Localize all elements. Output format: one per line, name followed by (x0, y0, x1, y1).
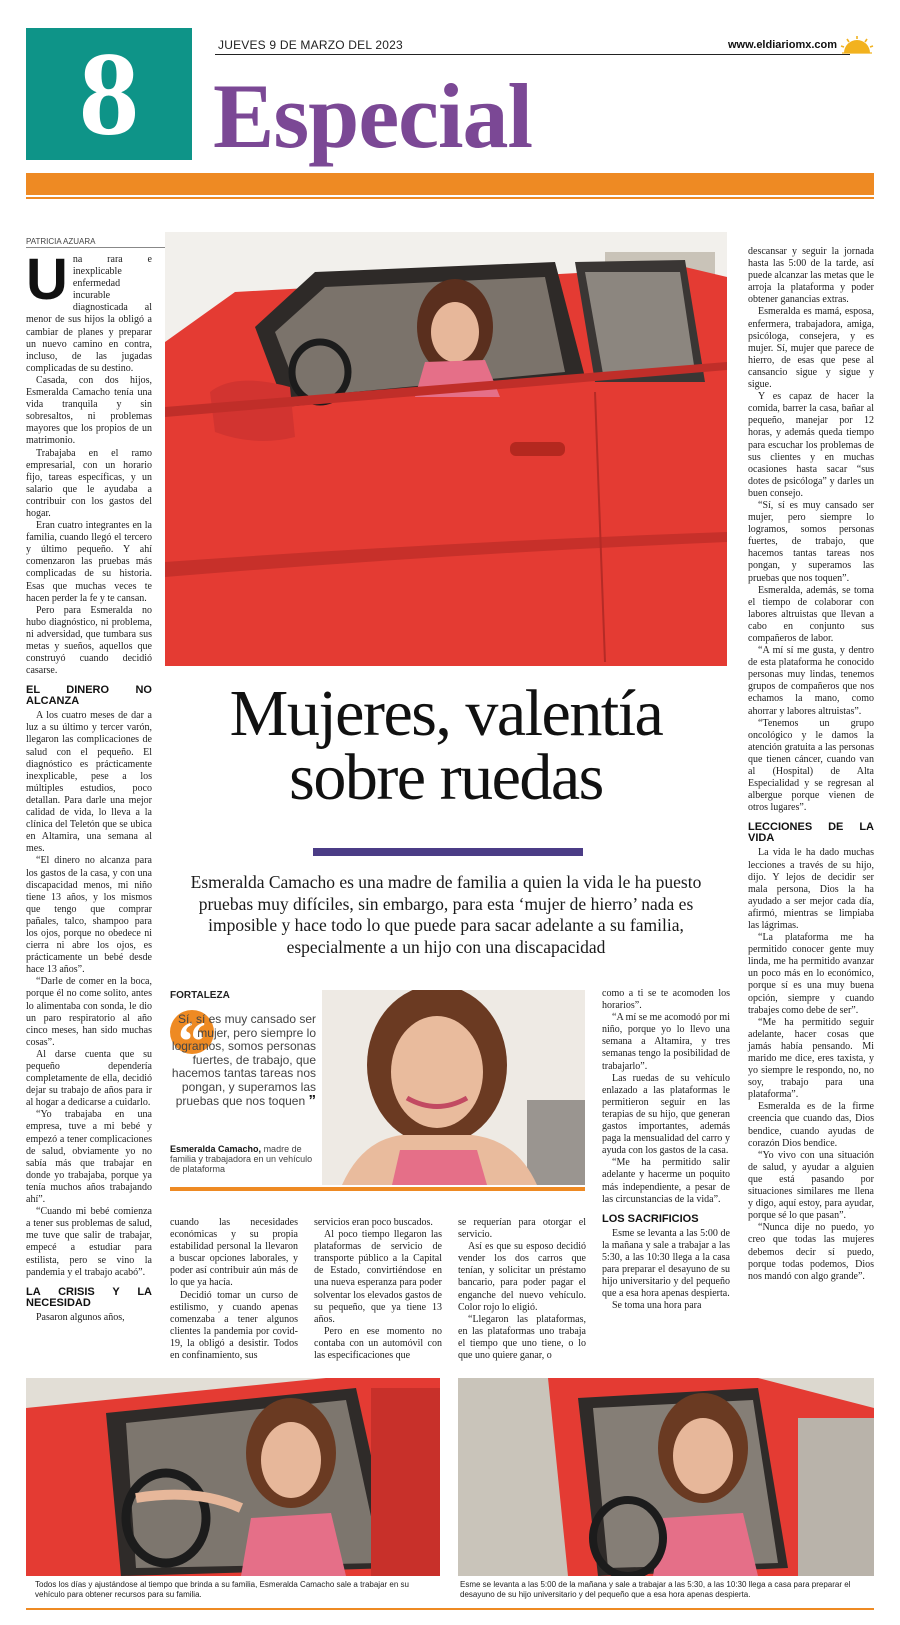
paragraph: “Yo trabajaba en una empresa, tuve a mi bebé y empezó a tener complicaciones de salud, obviamente yo no sabía más que trabajar en donde yo trabajaba, porque ya tenía muchos años trabajando ahí”. (26, 1109, 152, 1206)
pullquote-author (170, 1144, 316, 1174)
pullquote-label: FORTALEZA (170, 990, 230, 1001)
paragraph: “Me ha permitido salir adelante y hacerme un poquito más independiente, a pesar de las circunstancias de la vida”. (602, 1157, 730, 1205)
portrait-photo (322, 990, 585, 1185)
paragraph: “La plataforma me ha permitido conocer gente muy linda, me ha permitido avanzar un poco más en lo económico, porque sí es una muy buena opción, siempre y cuando trabajes como debe de ser”. (748, 932, 874, 1016)
paragraph: Así es que su esposo decidió vender los dos carros que tenían, y solicitar un préstamo bancario, para poder pagar el enganche del nuevo vehículo. Color rojo lo eligió. (458, 1241, 586, 1313)
text-column-4 (458, 1217, 586, 1362)
paragraph: Esmeralda es mamá, esposa, enfermera, trabajadora, amiga, psicóloga, consejera, y es mujer. Sí, mujer que parece de hierro, de esas que pese al cansancio sigue y sigue y sigue. (748, 306, 874, 391)
pullquote-text (170, 1013, 316, 1109)
paragraph: na rara e inexplicable enfermedad incurable diagnosticada al menor de sus hijos la obligó a cambiar de planes y preparar un nuevo camino en contra, incluso, de las jugadas complicadas de su destino. (26, 254, 152, 374)
pullquote-author-role: madre de familia y trabajadora en un vehículo de plataforma (170, 1144, 313, 1174)
headline-line-2: sobre ruedas (289, 741, 603, 814)
paragraph: Al poco tiempo llegaron las plataformas de servicio de transporte público a la Capital de Estado, convirtiéndose en una nueva esperanza para poder solventar los elevados gastos de su pequeño, que ya tiene 13 años. (314, 1229, 442, 1325)
paragraph: cuando las necesidades económicas y su propia estabilidad personal la llevaron a buscar opciones laborales, y poder así contribuir aún más de lo que ya hacía. (170, 1217, 298, 1289)
bottom-rule (26, 1608, 874, 1610)
paragraph: “Yo vivo con una situación de salud, y ayudar a alguien que está pasando por situaciones similares me llena y digo, aquí estoy, para ayudar, porque sé lo que pasan”. (748, 1149, 874, 1222)
date-line: JUEVES 9 DE MARZO DEL 2023 (218, 38, 403, 52)
paragraph: descansar y seguir la jornada hasta las 5:00 de la tarde, así puede alcanzar las metas que le arroja la plataforma y poder obtener ganancias extras. (748, 246, 874, 306)
bottom-left-illustration (26, 1378, 440, 1576)
paragraph: La vida le ha dado muchas lecciones a través de su hijo, dijo. Y lejos de decidir ser mala persona, Dios la ha ayudado a ser mejor cada día, afirmó, mientras se limpiaba las lágrimas. (748, 847, 874, 931)
paragraph: A los cuatro meses de dar a luz a su último y tercer varón, llegaron las complicaciones de salud con el pequeño. El diagnóstico es prácticamente inexplicable, pese a los múltiples estudios, poco detallan. Para darle una mejor calidad de vida, lo lleva a la clínica del Teletón que se ubica en Altamira, una semana al mes. (26, 710, 152, 855)
headline-rule (313, 848, 583, 856)
paragraph: “Nunca dije no puedo, yo creo que todas las mujeres debemos decir sí puedo, porque todas podemos, Dios nos mandó con algo grande”. (748, 1222, 874, 1282)
pullquote-author-name: Esmeralda Camacho, (170, 1144, 262, 1154)
page-number: 8 (26, 28, 192, 160)
orange-thin-rule (26, 197, 874, 199)
paragraph: “Tenemos un grupo oncológico y le damos la atención gratuita a las personas que tienen cáncer, cuando van al (Hospital) de Alta Especialidad y se regresan al albergue porque vienen de otros lugares”. (748, 717, 874, 814)
bottom-right-illustration (458, 1378, 874, 1576)
subhead: EL DINERO NO ALCANZA (26, 684, 152, 708)
paragraph: Pero para Esmeralda no hubo diagnóstico, ni problema, ni adversidad, que tumbara sus metas y sueños, aquellos que construyó cuando decidió casarse. (26, 604, 152, 677)
portrait-illustration (322, 990, 585, 1185)
text-column-2 (170, 1217, 298, 1362)
paragraph: Esmeralda, además, se toma el tiempo de colaborar con labores altruistas que llevan a cabo en conjunto sus compañeros de labor. (748, 584, 874, 644)
bottom-left-photo (26, 1378, 440, 1576)
main-photo-illustration (165, 232, 727, 666)
paragraph: servicios eran poco buscados. (314, 1217, 433, 1228)
paragraph: Eran cuatro integrantes en la familia, cuando llegó el tercero y último pequeño. Y ahí comenzaron las pruebas más complicadas de su historia. Esas que muchas veces te hacen perder la fe y te cansan. (26, 520, 152, 604)
paragraph: Las ruedas de su vehículo enlazado a las plataformas le permitieron seguir en las terapias de su hijo, que generan gastos importantes, además paga la mensualidad del carro y ayuda con los gastos de la casa. (602, 1072, 730, 1157)
text-column-3 (314, 1217, 442, 1362)
text-column-1 (26, 247, 152, 1324)
paragraph: Decidió tomar un curso de estilismo, y cuando apenas comenzaba a tener algunos clientes la pandemia por covid-19, la obligó a desistir. Todos en confinamiento, sus (170, 1289, 298, 1362)
header-rule (215, 54, 850, 55)
subhead: LECCIONES DE LA VIDA (748, 821, 874, 845)
paragraph: “Me ha permitido seguir adelante, hacer cosas que jamás había pensando. Mi marido me dice, eres taxista, y yo siempre le respondo, no, no soy, trabajo para una plataforma”. (748, 1016, 874, 1101)
website-link[interactable]: www.eldiariomx.com (728, 39, 838, 51)
paragraph: como a ti se te acomoden los horarios”. (602, 988, 730, 1012)
bottom-right-photo (458, 1378, 874, 1576)
paragraph: Trabajaba en el ramo empresarial, con un horario fijo, tareas específicas, y un salario que le ayudaba a contribuir con los gastos del hogar. (26, 447, 152, 519)
paragraph: Pasaron algunos años, (36, 1311, 125, 1323)
headline-line-1: Mujeres, valentía (229, 677, 663, 750)
deck: Esmeralda Camacho es una madre de familia a quien la vida le ha puesto pruebas muy difíciles, sin embargo, para esta ‘mujer de hierro’ nada es imposible y hace todo lo que puede para sacar adelante a su familia, especialmente a un hijo con una discapacidad (190, 872, 702, 957)
paragraph: “Darle de comer en la boca, porque él no come solito, antes lo alimentaba con sonda, le dio un paro respiratorio al año cinco meses, han sido muchas cosas”. (26, 976, 152, 1048)
paragraph: “El dinero no alcanza para los gastos de la casa, y con una discapacidad menos, mi niño tiene 13 años, y los mismos que tengo que comprar pañales, talco, shampoo para los ojos, porque no obedece ni cierra ni abre los ojos, es prácticamente un bebé desde hace 13 años”. (26, 855, 152, 976)
paragraph: “Llegaron las plataformas, en las plataformas uno trabaja el tiempo que uno tiene, o lo que uno quiere ganar, o (458, 1313, 586, 1362)
caption-left: Todos los días y ajustándose al tiempo que brinda a su familia, Esmeralda Camacho sale a trabajar en su vehículo para obtener recursos para su familia. (35, 1580, 409, 1599)
quote-open-icon: “ (170, 1010, 214, 1054)
paragraph: “A mí se me acomodó por mi niño, porque yo lo llevo una semana a Altamira, y tres semanas tengo la posibilidad de trabajarlo”. (602, 1012, 730, 1072)
headline (166, 677, 726, 814)
byline: PATRICIA AZUARA (26, 237, 170, 248)
paragraph: Pero en ese momento no contaba con un automóvil con las especificaciones que (314, 1325, 442, 1362)
paragraph: “A mí sí me gusta, y dentro de esta plataforma he conocido personas muy lindas, tenemos grupos de compañeros que nos echamos la mano, como ahorrar y labores altruistas”. (748, 645, 874, 717)
paragraph: Se toma una hora para (612, 1300, 702, 1312)
text-column-6 (748, 246, 874, 1283)
pullquote-underline (170, 1187, 585, 1191)
section-title: Especial (213, 65, 533, 167)
main-photo (165, 232, 727, 666)
paragraph: Esmeralda es de la firme creencia que cuando das, Dios bendice, cuando ayudas de corazón Dios bendice. (748, 1101, 874, 1149)
paragraph: Esme se levanta a las 5:00 de la mañana y sale a trabajar a las 5:30, a las 10:30 llega a la casa para preparar el desayuno de su hijo universitario y del pequeño que a esa hora apenas despierta. (602, 1227, 730, 1300)
paragraph: Al darse cuenta que su pequeño dependería completamente de ella, decidió dejar su trabajo de años para ir al hogar a dedicarse a cuidarlo. (26, 1048, 152, 1109)
text-column-5 (602, 988, 730, 1312)
sun-logo-icon (840, 35, 874, 55)
caption-right: Esme se levanta a las 5:00 de la mañana y sale a trabajar a las 5:30, a las 10:30 llega a casa para preparar el desayuno de su hijo universitario y del pequeño que a esa hora apenas despierta. (460, 1580, 851, 1599)
orange-band (26, 173, 874, 195)
pullquote-body: Sí, sí es muy cansado ser mujer, pero siempre lo logramos, somos personas fuertes, de trabajo, que hacemos tantas tareas nos pongan, y superamos las pruebas que nos toquen (171, 1012, 316, 1108)
paragraph: se requerían para otorgar el servicio. (458, 1217, 586, 1241)
quote-close-icon: ” (308, 1092, 316, 1109)
paragraph: Y es capaz de hacer la comida, barrer la casa, bañar al pequeño, manejar por 12 horas, y además queda tiempo para escuchar los problemas de sus clientes y en muchas ocasiones hasta sacar “sus dotes de psicóloga” y darles un buen consejo. (748, 391, 874, 499)
drop-cap: U (26, 247, 68, 312)
paragraph: “Cuando mi bebé comienza a tener sus problemas de salud, me tuve que salir de trabajar, empecé a estudiar para estilista, pero se vino la pandemia y el trabajo acabó”. (26, 1206, 152, 1278)
paragraph: “Sí, sí es muy cansado ser mujer, pero siempre lo logramos, somos personas fuertes, de trabajo, que hacemos tantas tareas nos pongan, y superamos las pruebas que nos toquen”. (748, 499, 874, 584)
subhead: LOS SACRIFICIOS (602, 1212, 699, 1225)
paragraph: Casada, con dos hijos, Esmeralda Camacho tenía una vida tranquila y sin sobresaltos, ni problemas mayores que los propios de un matrimonio. (26, 374, 152, 447)
subhead: LA CRISIS Y LA NECESIDAD (26, 1285, 152, 1309)
